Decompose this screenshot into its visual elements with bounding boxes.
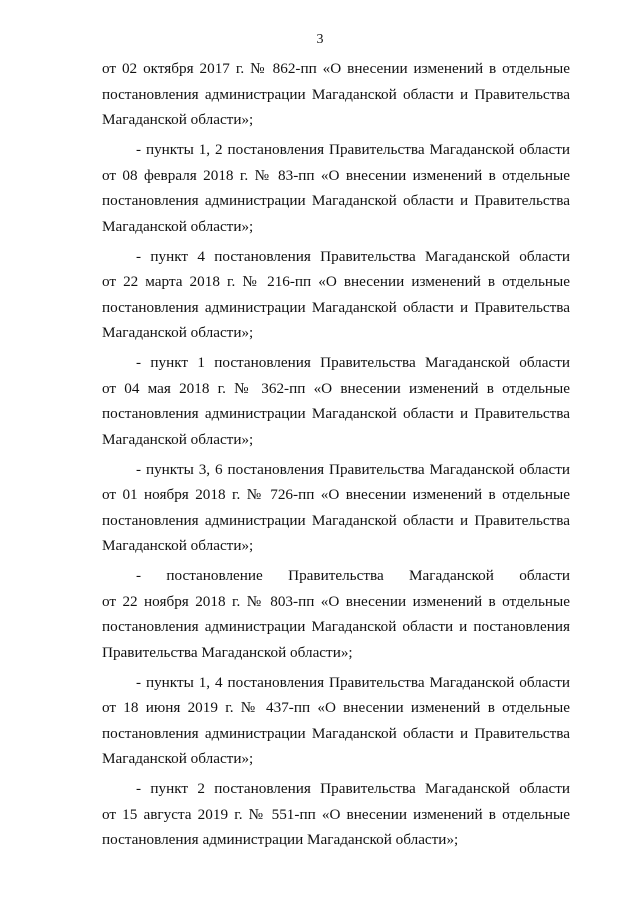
list-item-paragraph-7	[102, 670, 570, 772]
list-item-paragraph-4	[102, 350, 570, 452]
text-line: Магаданской области»;	[102, 430, 254, 448]
text-line: от 18 июня 2019 г. № 437-пп «О внесении изменений в отдельные	[102, 699, 570, 716]
list-item-paragraph-2	[102, 137, 570, 239]
document-body	[102, 56, 570, 853]
text-line: от 15 августа 2019 г. № 551-пп «О внесении изменений в отдельные	[102, 805, 570, 823]
list-item-paragraph-6	[102, 563, 570, 665]
text-line: от 04 мая 2018 г. № 362-пп «О внесении изменений в отдельные	[102, 379, 570, 397]
text-line: Правительства Магаданской области»;	[102, 643, 353, 661]
text-line: от 22 ноября 2018 г. № 803-пп «О внесении изменений в отдельные	[102, 592, 570, 610]
text-line: Магаданской области»;	[102, 111, 254, 128]
text-line: постановления администрации Магаданской области и Правительства	[102, 724, 570, 742]
text-line: - пункты 3, 6 постановления Правительства Магаданской области	[136, 460, 570, 478]
text-line: Магаданской области»;	[102, 324, 254, 341]
page-number: 3	[316, 32, 324, 47]
text-line: постановления администрации Магаданской области и Правительства	[102, 85, 570, 103]
list-item-paragraph-1	[102, 56, 570, 133]
text-line: - постановление Правительства Магаданской области	[136, 567, 570, 584]
text-line: - пункт 1 постановления Правительства Магаданской области	[136, 354, 570, 371]
list-item-paragraph-3	[102, 244, 570, 346]
text-line: постановления администрации Магаданской области»;	[102, 831, 459, 848]
text-line: постановления администрации Магаданской области и Правительства	[102, 298, 570, 316]
text-line: постановления администрации Магаданской области и Правительства	[102, 511, 570, 529]
text-line: - пункт 4 постановления Правительства Магаданской области	[136, 247, 570, 265]
text-line: от 08 февраля 2018 г. № 83-пп «О внесении изменений в отдельные	[102, 166, 570, 184]
list-item-paragraph-5	[102, 457, 570, 559]
text-line: Магаданской области»;	[102, 537, 254, 554]
text-line: - пункты 1, 4 постановления Правительства Магаданской области	[136, 673, 570, 691]
text-line: от 01 ноября 2018 г. № 726-пп «О внесении изменений в отдельные	[102, 486, 570, 503]
text-line: постановления администрации Магаданской области и Правительства	[102, 192, 570, 209]
text-line: Магаданской области»;	[102, 217, 254, 235]
text-line: постановления администрации Магаданской области и Правительства	[102, 405, 570, 422]
list-item-paragraph-8	[102, 776, 570, 853]
text-line: - пункт 2 постановления Правительства Магаданской области	[136, 780, 570, 797]
text-line: - пункты 1, 2 постановления Правительства Магаданской области	[136, 141, 570, 158]
text-line: от 22 марта 2018 г. № 216-пп «О внесении изменений в отдельные	[102, 273, 570, 290]
text-line: от 02 октября 2017 г. № 862-пп «О внесении изменений в отдельные	[102, 60, 570, 77]
text-line: Магаданской области»;	[102, 750, 254, 767]
text-line: постановления администрации Магаданской области и постановления	[102, 618, 570, 635]
